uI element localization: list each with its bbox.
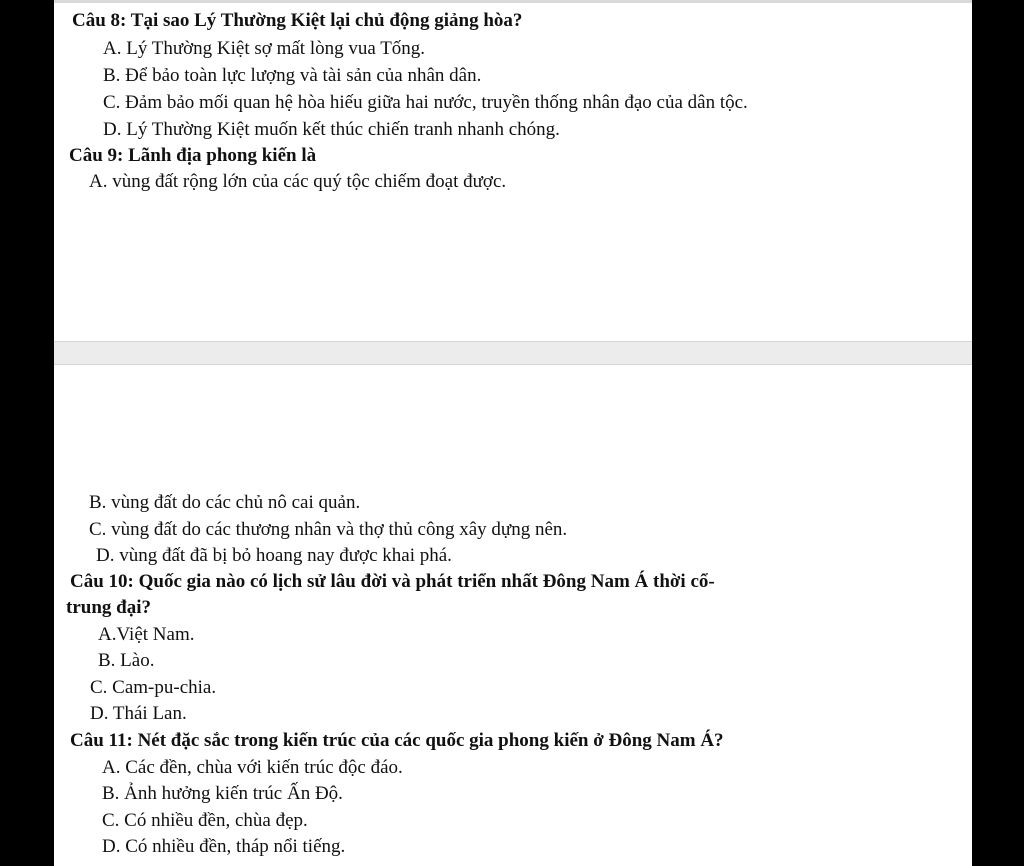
question-8-option-c: C. Đảm bảo mối quan hệ hòa hiếu giữa hai nước, truyền thống nhân đạo của dân tộc. [103, 92, 748, 113]
question-10-title-line-2: trung đại? [66, 597, 151, 618]
question-11-option-d: D. Có nhiều đền, tháp nổi tiếng. [102, 836, 346, 857]
question-9-option-b: B. vùng đất do các chủ nô cai quản. [89, 492, 361, 513]
question-11-option-a: A. Các đền, chùa với kiến trúc độc đáo. [102, 757, 403, 778]
question-11-title: Câu 11: Nét đặc sắc trong kiến trúc của các quốc gia phong kiến ở Đông Nam Á? [70, 730, 724, 751]
question-8-option-a: A. Lý Thường Kiệt sợ mất lòng vua Tống. [103, 38, 426, 59]
page-2 [54, 365, 972, 866]
question-10-option-a: A.Việt Nam. [98, 624, 195, 645]
question-9-option-a: A. vùng đất rộng lớn của các quý tộc chiếm đoạt được. [89, 171, 507, 192]
question-9-option-d: D. vùng đất đã bị bỏ hoang nay được khai phá. [96, 545, 452, 566]
question-8-title: Câu 8: Tại sao Lý Thường Kiệt lại chủ động giảng hòa? [72, 10, 523, 31]
question-8-option-d: D. Lý Thường Kiệt muốn kết thúc chiến tranh nhanh chóng. [103, 119, 560, 140]
question-11-option-c: C. Có nhiều đền, chùa đẹp. [102, 810, 308, 831]
question-10-title-line-1: Câu 10: Quốc gia nào có lịch sử lâu đời và phát triển nhất Đông Nam Á thời cổ- [70, 571, 715, 592]
question-11-option-b: B. Ảnh hưởng kiến trúc Ấn Độ. [102, 783, 343, 804]
question-10-option-d: D. Thái Lan. [90, 703, 187, 724]
question-10-option-c: C. Cam-pu-chia. [90, 677, 217, 698]
question-9-option-c: C. vùng đất do các thương nhân và thợ thủ công xây dựng nên. [89, 519, 568, 540]
question-8-option-b: B. Để bảo toàn lực lượng và tài sản của nhân dân. [103, 65, 482, 86]
question-10-option-b: B. Lào. [98, 650, 155, 671]
question-9-title: Câu 9: Lãnh địa phong kiến là [69, 145, 317, 166]
page-1 [54, 0, 972, 341]
page-separator [54, 341, 972, 365]
